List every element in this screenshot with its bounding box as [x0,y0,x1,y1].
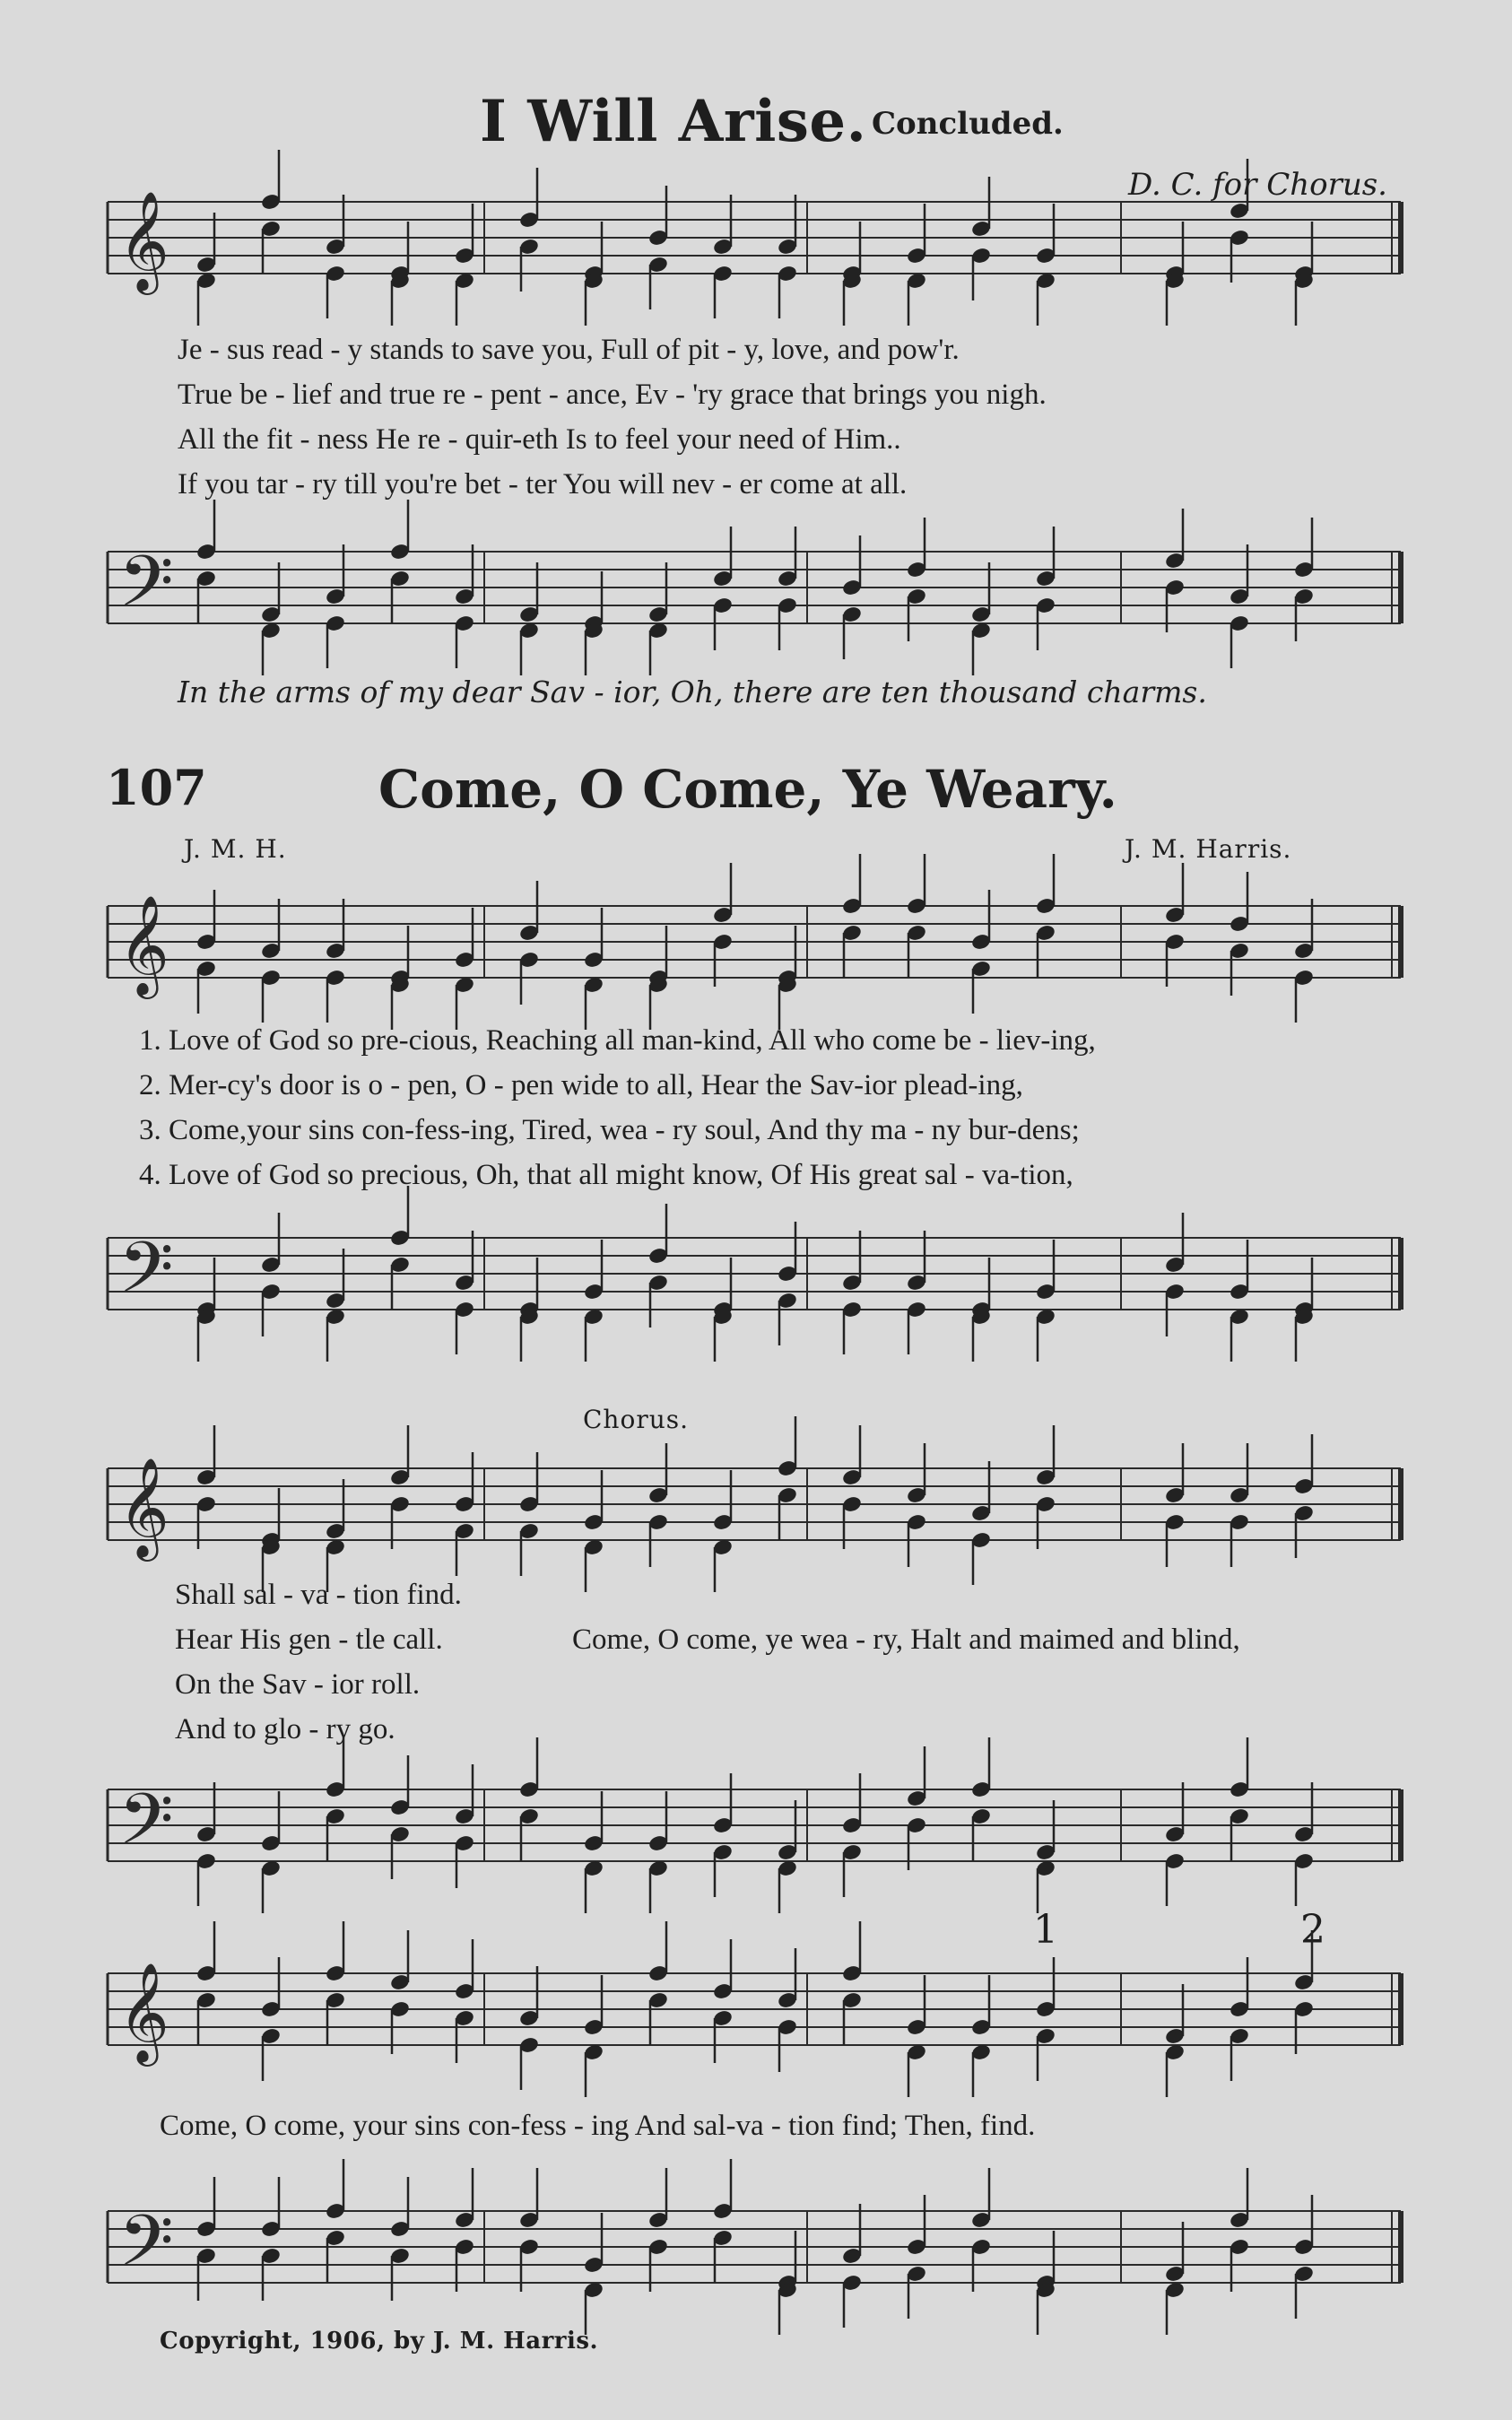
hymn-title: Come, O Come, Ye Weary. [378,759,1117,820]
system3-treble-staff [0,1951,1512,2076]
verse-4-part2: And to glo - ry go. [175,1713,395,1745]
verse-3-part1: 3. Come,your sins con-fess-ing, Tired, wea - ry soul, And thy ma - ny bur-dens; [139,1114,1080,1146]
svg-text:𝄢: 𝄢 [118,1778,174,1878]
copyright: Copyright, 1906, by J. M. Harris. [160,2328,599,2355]
top-bass-staff [0,529,1512,655]
svg-text:𝄢: 𝄢 [118,2199,174,2300]
chorus-label: Chorus. [583,1405,690,1434]
top-hymn-concluded: Concluded. [872,106,1064,142]
chorus-text-2: Come, O come, your sins con-fess - ing And sal-va - tion find; Then, find. [160,2110,1036,2142]
system2-treble-staff [0,1446,1512,1571]
system3-bass-staff [0,2189,1512,2314]
dc-note: D. C. for Chorus. [1128,167,1387,203]
verse-2-part2: Hear His gen - tle call. [175,1623,443,1656]
system2-bass-staff [0,1767,1512,1893]
svg-text:𝄞: 𝄞 [118,1962,169,2062]
top-verse-2: True be - lief and true re - pent - ance, Ev - 'ry grace that brings you nigh. [178,379,1047,411]
top-chorus-line: In the arms of my dear Sav - ior, Oh, there are ten thousand charms. [178,675,1207,709]
hymn-number: 107 [106,759,207,816]
top-verse-3: All the fit - ness He re - quir-eth Is to feel your need of Him.. [178,423,901,456]
top-treble-staff [0,179,1512,305]
svg-text:𝄢: 𝄢 [118,540,174,640]
ending-1-label: 1 [1033,1907,1058,1953]
system1-treble-staff [0,884,1512,1009]
hymn-lyricist: J. M. H. [184,834,287,864]
verse-2-part1: 2. Mer-cy's door is o - pen, O - pen wide to all, Hear the Sav-ior plead-ing, [139,1069,1023,1101]
svg-text:𝄞: 𝄞 [118,190,169,291]
svg-text:𝄞: 𝄞 [118,1457,169,1557]
ending-2-label: 2 [1300,1907,1325,1953]
verse-3-part2: On the Sav - ior roll. [175,1668,421,1701]
svg-text:𝄢: 𝄢 [118,1226,174,1327]
top-verse-4: If you tar - ry till you're bet - ter You will nev - er come at all. [178,468,908,501]
top-hymn-title: I Will Arise. [480,88,867,155]
system1-bass-staff [0,1215,1512,1341]
hymn-composer: J. M. Harris. [1125,834,1292,864]
chorus-text-1: Come, O come, ye wea - ry, Halt and maimed and blind, [572,1623,1240,1656]
verse-4-part1: 4. Love of God so precious, Oh, that all might know, Of His great sal - va-tion, [139,1159,1073,1191]
top-verse-1: Je - sus read - y stands to save you, Full of pit - y, love, and pow'r. [178,334,960,366]
svg-text:𝄞: 𝄞 [118,894,169,995]
verse-1-part1: 1. Love of God so pre-cious, Reaching all man-kind, All who come be - liev-ing, [139,1024,1096,1057]
verse-1-part2: Shall sal - va - tion find. [175,1579,462,1611]
